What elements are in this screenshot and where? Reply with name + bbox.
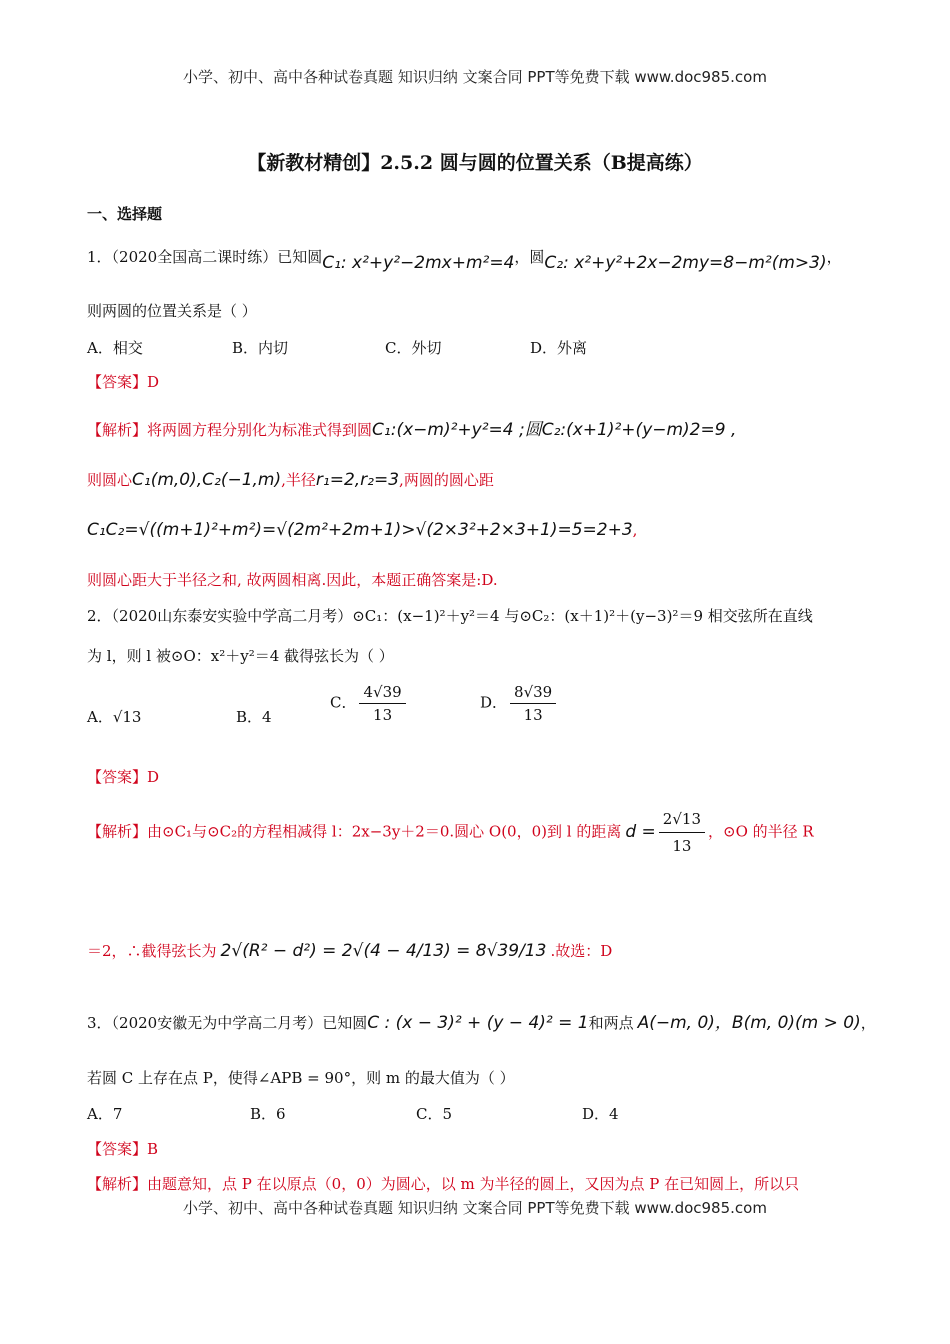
q2-explanation-text2b: .故选：D — [550, 942, 613, 960]
q2-option-c-label: C． — [330, 693, 357, 712]
q1-option-c: C．外切 — [385, 339, 442, 357]
page-header: 小学、初中、高中各种试卷真题 知识归纳 文案合同 PPT等免费下载 www.doc985.com — [183, 68, 767, 86]
q1-explanation-end3: , — [632, 521, 638, 539]
q2-option-c-numerator: 4√39 — [359, 683, 405, 704]
q2-option-c — [330, 683, 409, 724]
q1-explanation-eq2: C₁(m,0),C₂(−1,m) — [132, 470, 282, 490]
q3-answer: 【答案】B — [87, 1140, 159, 1158]
q2-explanation-text2a: ＝2，∴截得弦长为 — [87, 942, 217, 960]
q1-stem-line2: 则两圆的位置关系是（ ） — [87, 302, 257, 320]
q1-explanation-line1 — [87, 420, 736, 440]
q1-equation-2: C₂: x²+y²+2x−2my=8−m²(m>3) — [544, 253, 827, 273]
q1-explanation-text2c: ,两圆的圆心距 — [399, 471, 494, 489]
q2-option-b: B．4 — [236, 708, 272, 726]
section-heading: 一、选择题 — [87, 205, 163, 223]
q3-equation-1: C : (x − 3)² + (y − 4)² = 1 — [367, 1013, 589, 1033]
q3-stem-mid: 和两点 — [588, 1014, 634, 1032]
q1-explanation-line2 — [87, 470, 494, 490]
q2-stem-line1: 2．（2020山东泰安实验中学高二月考）⊙C₁：(x−1)²＋y²＝4 与⊙C₂：(x＋1)²＋(y−3)²＝9 相交弦所在直线 — [87, 607, 813, 625]
q2-option-d-label: D． — [480, 693, 508, 712]
q2-option-c-denominator: 13 — [373, 706, 393, 724]
q2-option-a: A．√13 — [87, 708, 142, 726]
q2-explanation-line2 — [87, 941, 612, 961]
q3-option-d: D．4 — [582, 1105, 619, 1123]
q2-option-d-numerator: 8√39 — [510, 683, 556, 704]
q2-stem-line2: 为 l，则 l 被⊙O：x²＋y²＝4 截得弦长为（ ） — [87, 647, 394, 665]
q1-stem-end: ， — [826, 248, 842, 266]
q1-explanation-tag: 【解析】 — [87, 421, 148, 439]
q2-d-denominator: 13 — [672, 837, 692, 855]
q1-explanation-eq3: C₁C₂=√((m+1)²+m²)=√(2m²+2m+1)>√(2×3²+2×3+1)=5=2+3 — [87, 520, 633, 540]
q1-equation-1: C₁: x²+y²−2mx+m²=4 — [322, 253, 515, 273]
q1-stem-mid: ，圆 — [514, 248, 545, 266]
q3-option-c: C．5 — [416, 1105, 453, 1123]
q2-explanation-line1 — [87, 808, 814, 857]
q3-stem-line2: 若圆 C 上存在点 P，使得∠APB = 90°，则 m 的最大值为（ ） — [87, 1069, 515, 1087]
q2-explanation-eq2: 2√(R² − d²) = 2√(4 − 4/13) = 8√39/13 — [220, 941, 547, 961]
q3-option-a: A．7 — [87, 1105, 123, 1123]
q2-explanation-text1: 由⊙C₁与⊙C₂的方程相减得 l：2x−3y＋2＝0.圆心 O(0，0)到 l 的距离 — [147, 822, 622, 841]
q3-explanation-text1: 由题意知，点 P 在以原点（0，0）为圆心，以 m 为半径的圆上，又因为点 P 在已知圆上，所以只 — [147, 1175, 800, 1193]
q1-explanation-eq1: C₁:(x−m)²+y²=4 ;圆C₂:(x+1)²+(y−m)2=9 , — [372, 420, 737, 440]
q3-stem-end: ， — [860, 1014, 876, 1032]
q3-stem — [87, 1013, 876, 1033]
q2-option-d — [480, 683, 559, 724]
q3-option-b: B．6 — [250, 1105, 286, 1123]
q1-option-b: B．内切 — [232, 339, 289, 357]
q1-explanation-line3 — [87, 520, 637, 540]
q2-option-d-denominator: 13 — [523, 706, 543, 724]
q2-d-label: d = — [625, 821, 656, 842]
page-footer: 小学、初中、高中各种试卷真题 知识归纳 文案合同 PPT等免费下载 www.doc985.com — [183, 1199, 767, 1217]
q1-option-a: A．相交 — [87, 339, 143, 357]
q3-stem-text: 3．（2020安徽无为中学高二月考）已知圆 — [87, 1014, 368, 1032]
q2-answer: 【答案】D — [87, 768, 160, 786]
q1-explanation-line4: 则圆心距大于半径之和, 故两圆相离.因此，本题正确答案是:D. — [87, 571, 498, 589]
q1-explanation-text1: 将两圆方程分别化为标准式得到圆 — [147, 421, 373, 439]
q1-explanation-text2b: ,半径 — [281, 471, 316, 489]
q3-explanation-line1 — [87, 1174, 799, 1194]
q3-explanation-tag: 【解析】 — [87, 1175, 148, 1193]
q1-explanation-eq2b: r₁=2,r₂=3 — [315, 470, 400, 490]
q1-explanation-text2a: 则圆心 — [87, 471, 133, 489]
q2-explanation-end1: ，⊙O 的半径 R — [708, 822, 814, 841]
q1-stem-text: 1．（2020全国高二课时练）已知圆 — [87, 248, 323, 266]
q2-explanation-tag: 【解析】 — [87, 822, 148, 841]
q1-answer: 【答案】D — [87, 373, 160, 391]
q1-stem — [87, 247, 842, 273]
page-title: 【新教材精创】2.5.2 圆与圆的位置关系（B提高练） — [247, 152, 703, 174]
q2-d-numerator: 2√13 — [659, 808, 705, 833]
q3-equation-2: A(−m, 0)，B(m, 0)(m > 0) — [637, 1013, 861, 1033]
q1-option-d: D．外离 — [530, 339, 588, 357]
